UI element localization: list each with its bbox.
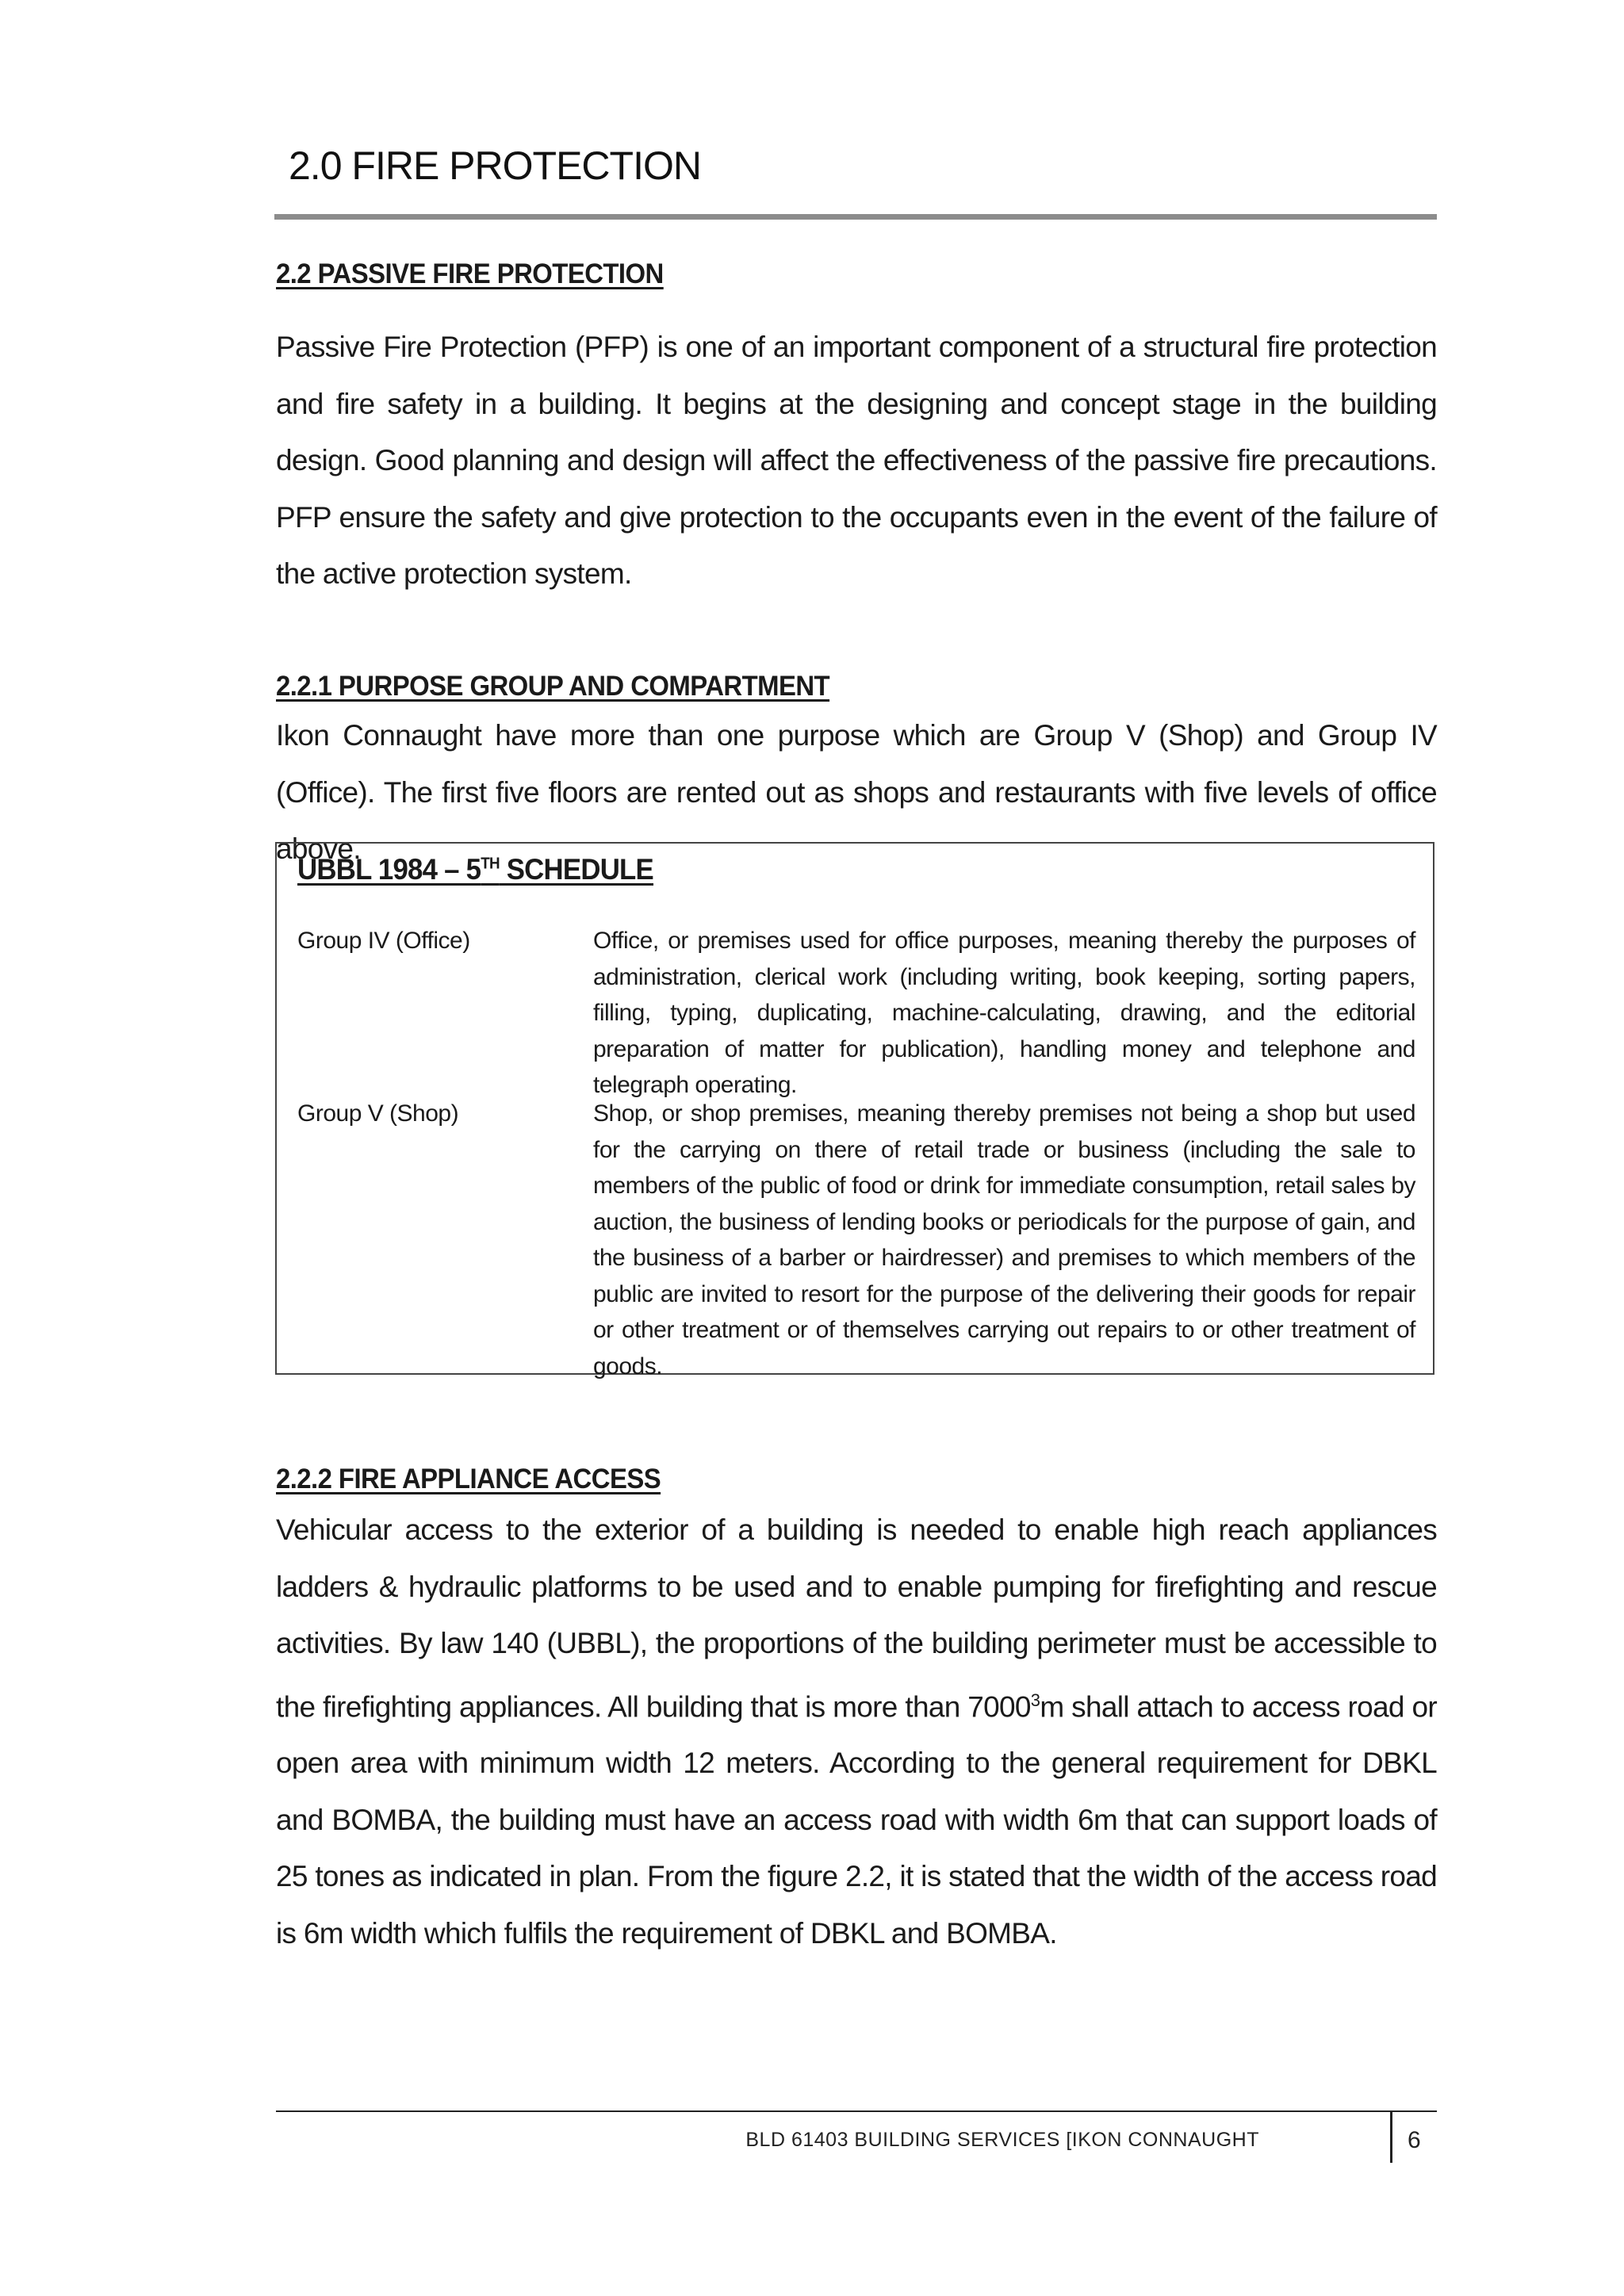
footer-divider-line	[276, 2110, 1437, 2112]
schedule-row-definition: Office, or premises used for office purposes, meaning thereby the purposes of administration, clerical work (including writing, book keeping, sorting papers, filling, typing, duplicating, machine-calculating, drawing, and the editorial preparation of matter for publication), handling money and telephone and telegraph operating.	[593, 928, 1415, 1098]
section-passive-fire-protection	[276, 255, 1437, 603]
ubbl-title-prefix: UBBL 1984 – 5	[297, 853, 481, 886]
footer-vertical-divider	[1390, 2112, 1392, 2163]
ubbl-title-suffix: SCHEDULE	[499, 853, 654, 886]
section-heading: 2.2.1 PURPOSE GROUP AND COMPARTMENT	[276, 671, 830, 702]
title-divider	[274, 214, 1437, 220]
page-number: 6	[1408, 2127, 1421, 2153]
ubbl-schedule-box	[275, 842, 1434, 1380]
footer-course-text: BLD 61403 BUILDING SERVICES [IKON CONNAUGHT	[745, 2129, 1259, 2151]
section-heading: 2.2.2 FIRE APPLIANCE ACCESS	[276, 1464, 661, 1494]
superscript-three: 3	[1030, 1689, 1040, 1710]
schedule-row-label: Group V (Shop)	[297, 1100, 459, 1127]
schedule-row-definition: Shop, or shop premises, meaning thereby premises not being a shop but used for the carrying on there of retail trade or business (including the sale to members of the public of food or drink for immediate consumption, retail sales by auction, the business of lending books or periodicals for the purpose of gain, and the business of a barber or hairdresser) and premises to which members of the public are invited to resort for the purpose of the delivering their goods for repair or other treatment or of themselves carrying out repairs to or other treatment of goods.	[593, 1100, 1415, 1380]
section-fire-appliance-access	[276, 1460, 1437, 1961]
body-text-part2: m shall attach to access road or open area with minimum width 12 meters. According to the general requirement for DBKL and BOMBA, the building must have an access road with width 6m that can support loads of 25 tones as indicated in plan. From the figure 2.2, it is stated that the width of the access road is 6m width which fulfils the requirement of DBKL and BOMBA.	[276, 1689, 1437, 1950]
page-title: 2.0 FIRE PROTECTION	[289, 144, 701, 188]
section-heading: 2.2 PASSIVE FIRE PROTECTION	[276, 258, 664, 289]
section-body: Ikon Connaught have more than one purpose which are Group V (Shop) and Group IV (Office). The first five floors are rented out as shops and restaurants with five levels of office above.	[276, 719, 1437, 865]
section-body: Passive Fire Protection (PFP) is one of an important component of a structural fire protection and fire safety in a building. It begins at the designing and concept stage in the building design. Good planning and design will affect the effectiveness of the passive fire precautions. PFP ensure the safety and give protection to the occupants even in the event of the failure of the active protection system.	[276, 331, 1437, 590]
ubbl-title-sup: TH	[481, 855, 500, 873]
body-text-part1: Vehicular access to the exterior of a building is needed to enable high reach appliances ladders & hydraulic platforms to be used and to enable pumping for firefighting and rescue activities. By law 140 (UBBL), the proportions of the building perimeter must be accessible to the firefighting appliances. All building that is more than 7000	[276, 1513, 1437, 1723]
ubbl-box-title	[297, 853, 653, 886]
schedule-row-label: Group IV (Office)	[297, 928, 470, 954]
section-body	[276, 1502, 1437, 1961]
